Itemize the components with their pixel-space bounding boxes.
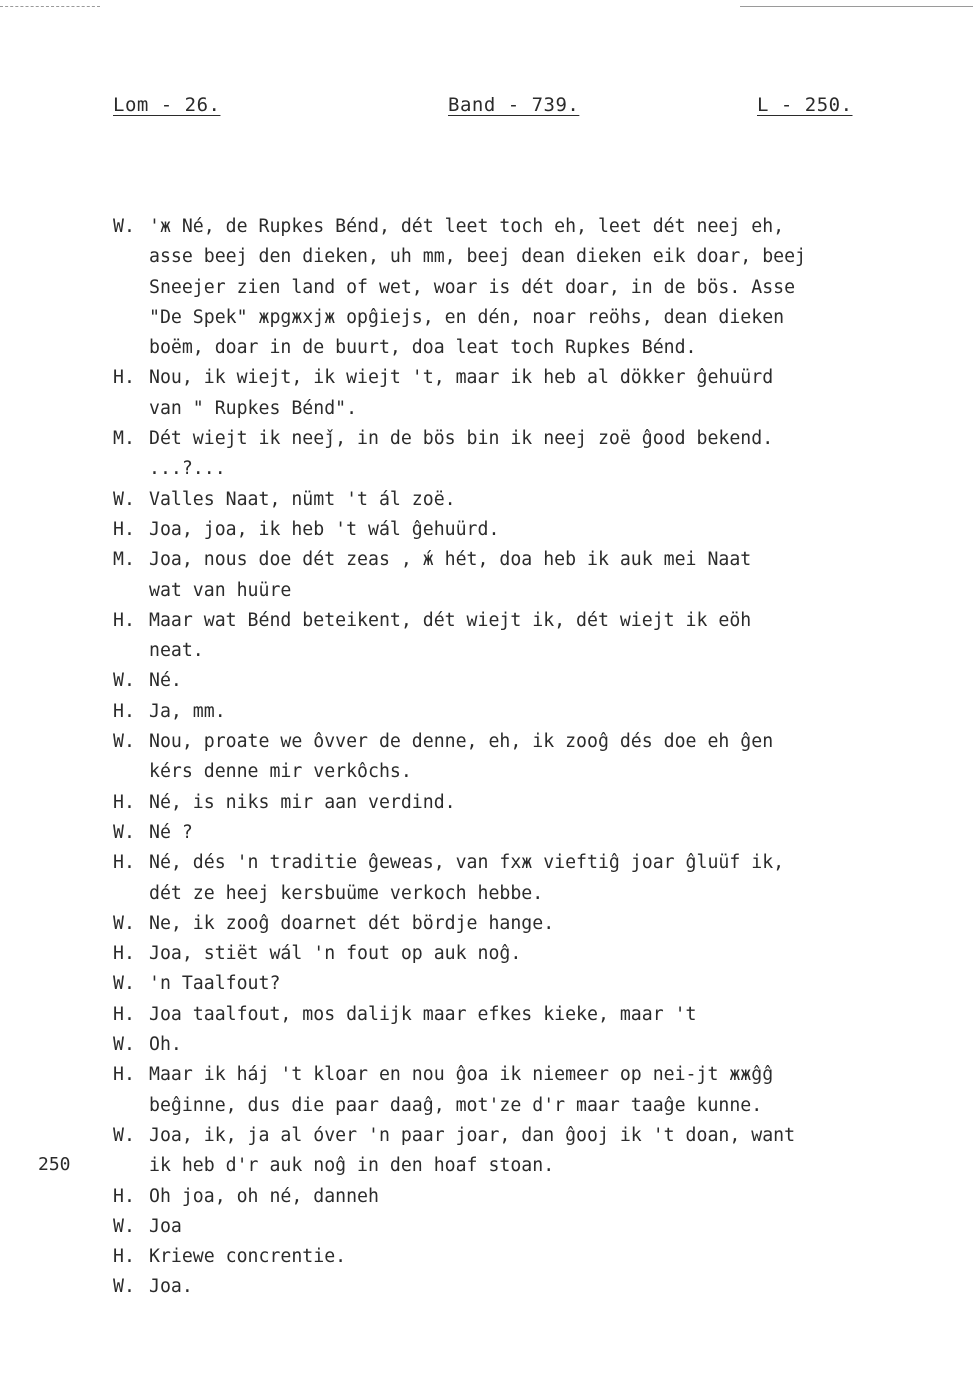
transcript-turn — [113, 515, 903, 545]
utterance-line: Né. — [149, 670, 182, 692]
utterance — [149, 909, 903, 939]
transcript-turn — [113, 939, 903, 969]
transcript-turn — [113, 1272, 903, 1302]
utterance — [149, 485, 903, 515]
utterance-line: Né, dés 'n traditie ĝeweas, van fxж vieftiĝ joar ĝluüf ik, — [149, 852, 785, 874]
utterance — [149, 606, 903, 667]
utterance — [149, 1242, 903, 1272]
utterance-line: Joa. — [149, 1276, 193, 1298]
utterance-line: Joa taalfout, mos dalijk maar efkes kieke, maar 't — [149, 1003, 697, 1025]
header-line: L - 250. — [757, 94, 853, 116]
speaker-label: H. — [113, 609, 135, 631]
utterance — [149, 1272, 903, 1302]
utterance-line: Né, is niks mir aan verdind. — [149, 791, 456, 813]
transcript-turn — [113, 1182, 903, 1212]
transcript-turn — [113, 1212, 903, 1242]
speaker-label: H. — [113, 1064, 135, 1086]
transcript-turn — [113, 424, 903, 485]
transcript-turn — [113, 545, 903, 606]
utterance-line: beĝinne, dus die paar daaĝ, mot'ze d'r maar taaĝe kunne. — [149, 1094, 763, 1116]
utterance-line: ...?... — [149, 458, 226, 480]
transcript-turn — [113, 848, 903, 909]
speaker-label: W. — [113, 1215, 135, 1237]
utterance-line: Sneejer zien land of wet, woar is dét doar, in de bös. Asse — [149, 276, 796, 298]
transcript-turn — [113, 485, 903, 515]
speaker-label: H. — [113, 943, 135, 965]
utterance-line: Oh joa, oh né, danneh — [149, 1185, 379, 1207]
utterance — [149, 363, 903, 424]
speaker-label: H. — [113, 367, 135, 389]
utterance-line: Nou, ik wiejt, ik wiejt 't, maar ik heb al dökker ĝehuürd — [149, 367, 774, 389]
transcript-turn — [113, 1060, 903, 1121]
utterance — [149, 545, 903, 606]
speaker-label: W. — [113, 1124, 135, 1146]
utterance — [149, 212, 903, 363]
utterance-line: Ne, ik zooĝ doarnet dét bördje hange. — [149, 912, 555, 934]
transcript-turn — [113, 1000, 903, 1030]
utterance-line: Joa, stiët wál 'n fout op auk noĝ. — [149, 943, 522, 965]
transcript-turn — [113, 1242, 903, 1272]
utterance-line: neat. — [149, 640, 204, 662]
utterance — [149, 1030, 903, 1060]
utterance — [149, 727, 903, 788]
speaker-label: H. — [113, 700, 135, 722]
header-location: Lom - 26. — [113, 94, 221, 116]
utterance-line: Nou, proate we ôvver de denne, eh, ik zooĝ dés doe eh ĝen — [149, 731, 774, 753]
transcript-turn — [113, 666, 903, 696]
transcript-turn — [113, 697, 903, 727]
utterance — [149, 818, 903, 848]
utterance-line: dét ze heej kersbuüme verkoch hebbe. — [149, 882, 544, 904]
utterance-line: Maar ik háj 't kloar en nou ĝoa ik niemeer op nei-jt жжĝĝ — [149, 1064, 774, 1086]
speaker-label: H. — [113, 852, 135, 874]
margin-line-number: 250 — [38, 1154, 71, 1175]
utterance-line: van " Rupkes Bénd". — [149, 397, 358, 419]
speaker-label: W. — [113, 1034, 135, 1056]
utterance — [149, 1182, 903, 1212]
speaker-label: W. — [113, 821, 135, 843]
utterance-line: Valles Naat, nümt 't ál zoë. — [149, 488, 456, 510]
transcript-turn — [113, 909, 903, 939]
top-edge-rule — [740, 6, 973, 7]
utterance — [149, 848, 903, 909]
speaker-label: W. — [113, 912, 135, 934]
utterance-line: Joa, joa, ik heb 't wál ĝehuürd. — [149, 518, 500, 540]
transcript-turn — [113, 606, 903, 667]
utterance-line: Maar wat Bénd beteikent, dét wiejt ik, dét wiejt ik eöh — [149, 609, 752, 631]
utterance — [149, 697, 903, 727]
utterance — [149, 939, 903, 969]
utterance-line: 'ж Né, de Rupkes Bénd, dét leet toch eh, leet dét neej eh, — [149, 216, 785, 237]
utterance-line: wat van huüre — [149, 579, 292, 601]
utterance-line: Ja, mm. — [149, 700, 226, 722]
speaker-label: W. — [113, 216, 135, 237]
utterance-line: kérs denne mir verkôchs. — [149, 761, 412, 783]
speaker-label: H. — [113, 1003, 135, 1025]
speaker-label: W. — [113, 488, 135, 510]
utterance-line: Joa, nous doe dét zeas , ж́ hét, doa heb ik auk mei Naat — [149, 549, 752, 571]
utterance — [149, 515, 903, 545]
speaker-label: W. — [113, 1276, 135, 1298]
utterance-line: 'n Taalfout? — [149, 973, 281, 995]
speaker-label: W. — [113, 973, 135, 995]
speaker-label: W. — [113, 670, 135, 692]
header-tape: Band - 739. — [448, 94, 580, 116]
utterance-line: boëm, doar in de buurt, doa leat toch Rupkes Bénd. — [149, 337, 697, 359]
utterance-line: asse beej den dieken, uh mm, beej dean dieken eik doar, beej — [149, 246, 806, 268]
transcript-turn — [113, 969, 903, 999]
utterance — [149, 969, 903, 999]
utterance — [149, 1121, 903, 1182]
speaker-label: H. — [113, 791, 135, 813]
utterance-line: Kriewe concrentie. — [149, 1246, 347, 1268]
transcript-turn — [113, 212, 903, 363]
transcript-turn — [113, 363, 903, 424]
transcript — [113, 212, 903, 1303]
utterance-line: Joa, ik, ja al óver 'n paar joar, dan ĝooj ik 't doan, want — [149, 1124, 796, 1146]
speaker-label: H. — [113, 1246, 135, 1268]
utterance-line: "De Spek" жрgжxjж opĝiejs, en dén, noar reöhs, dean dieken — [149, 306, 785, 328]
utterance-line: Né ? — [149, 821, 193, 843]
transcript-turn — [113, 1030, 903, 1060]
transcript-turn — [113, 788, 903, 818]
utterance-line: ik heb d'r auk noĝ in den hoaf stoan. — [149, 1155, 555, 1177]
utterance — [149, 666, 903, 696]
utterance — [149, 1060, 903, 1121]
transcript-turn — [113, 727, 903, 788]
speaker-label: H. — [113, 1185, 135, 1207]
utterance-line: Joa — [149, 1215, 182, 1237]
utterance-line: Dét wiejt ik neeǰ, in de bös bin ik neej zoë ĝood bekend. — [149, 428, 774, 450]
top-edge-rule — [0, 6, 100, 7]
utterance-line: Oh. — [149, 1034, 182, 1056]
speaker-label: H. — [113, 518, 135, 540]
utterance — [149, 788, 903, 818]
speaker-label: W. — [113, 731, 135, 753]
speaker-label: M. — [113, 549, 135, 571]
utterance — [149, 424, 903, 485]
utterance — [149, 1000, 903, 1030]
transcript-turn — [113, 1121, 903, 1182]
utterance — [149, 1212, 903, 1242]
speaker-label: M. — [113, 428, 135, 450]
transcript-turn — [113, 818, 903, 848]
